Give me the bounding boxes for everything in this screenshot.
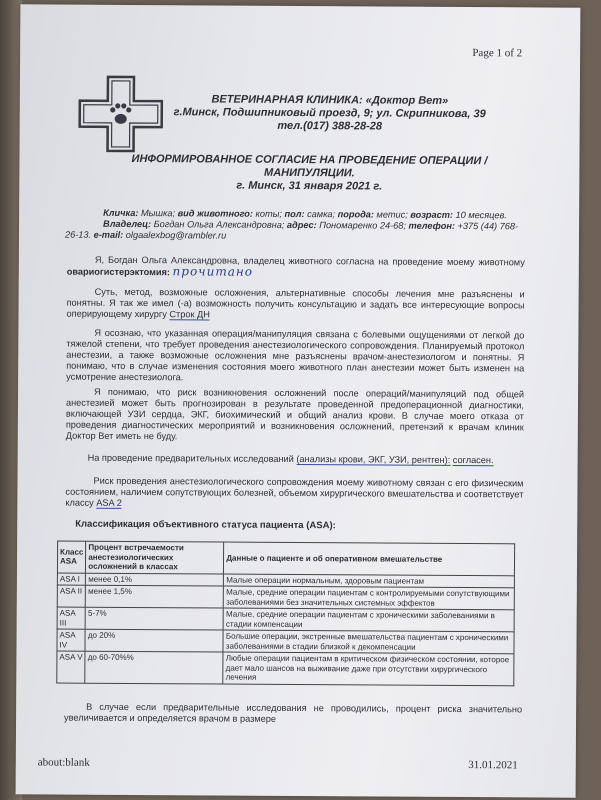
footer-url: about:blank: [37, 756, 90, 769]
table-cell: Малые, средние операции пациентам с хроническими заболеваниями в стадии компенсации: [223, 608, 514, 632]
patient-age: 10 месяцев.: [455, 209, 507, 221]
asa-table: [56, 541, 515, 686]
clinic-phone: тел.(017) 388-28-28: [277, 119, 383, 133]
patient-breed: метис;: [376, 209, 408, 220]
prelim-answer: согласен.: [452, 454, 494, 466]
title-line: МАНИПУЛЯЦИИ.: [264, 166, 355, 180]
tests-list: (анализы крови, ЭКГ, УЗИ, рентген):: [296, 453, 451, 465]
patient-name: Мышка;: [140, 208, 176, 219]
table-cell: ASA II: [57, 585, 85, 607]
label: адрес:: [286, 219, 317, 231]
document-title: [119, 153, 499, 194]
document-page: [16, 4, 581, 797]
paragraph-prelim: [66, 453, 524, 467]
table-cell: Малые, средние операции пациентам с контролируемыми сопутствующими заболеваниями без значительных системных эффектов: [224, 586, 515, 610]
table-cell: 5-7%: [85, 607, 223, 630]
table-cell: Малые операции нормальным, здоровым пациентам: [224, 574, 515, 588]
paragraph-text: Суть, метод, возможные осложнения, альтернативные способы лечения мне разъяснены и понятны. Я так же имел (-а) возможность получить консультацию и задать все интересующие вопросы оперирующему хирургу: [66, 286, 525, 320]
header-cell: Процент встречаемости анестезиологических осложнений в классах: [86, 541, 224, 573]
patient-sex: самка;: [307, 209, 336, 220]
table-cell: до 20%: [85, 629, 223, 652]
table-cell: Любые операции пациентам в критическом физическом состоянии, которое дает мало шансов на выживание даже при отсутствии хирургического лечения: [223, 652, 514, 685]
owner-phone-cont: 26-13.: [64, 229, 92, 240]
paragraph-last: В случае если предварительные исследования не проводились, процент риска значительно увеличивается и определяется врачом в размере: [64, 701, 523, 724]
clinic-logo: [78, 75, 164, 154]
table-cell: ASA IV: [57, 629, 85, 651]
label: Кличка:: [103, 207, 139, 219]
title-date: г. Минск, 31 января 2021 г.: [236, 179, 383, 193]
table-row: [57, 651, 514, 685]
consent-intro: [67, 255, 525, 281]
table-cell: ASA V: [57, 651, 86, 683]
label: порода:: [337, 209, 375, 220]
owner-phone: +375 (44) 768-: [457, 220, 519, 232]
paragraph-risk: Я понимаю, что риск возникновения осложнений после операций/манипуляций под общей анестезией может быть прогнозирован в результате проведенной предоперационной диагностики, включающей УЗИ сердца, ЭКГ, биохимический и общий анализ крови. В случае моего отказа от проведения диагностических мероприятий и возникновения осложнений, претензий к врачам клиник Доктор Вет иметь не буду.: [65, 386, 525, 442]
paragraph-text: На проведение предварительных исследований: [87, 452, 294, 464]
label: пол:: [284, 208, 305, 220]
surgeon-name: Строк ДН: [169, 309, 210, 320]
paragraph-pain: Я осознаю, что указанная операция/манипуляция связана с болевыми ощущениями от легкой до тяжелой степени, что требует проведения анестезиологического сопровождения. Планируемый протокол анестезии, а также возможные осложнения мне разъяснены врачом-анестезиологом и понятны. Я понимаю, что в случае изменения состояния моего животного план анестезии может быть изменен на усмотрение анестезиолога.: [66, 327, 525, 383]
table-row: [57, 585, 514, 610]
paragraph-text: Риск проведения анестезиологического сопровождения моему животному связан с его физическим состоянием, наличием сопутствующих болезней, объемом хирургического вмешательства и соответствует классу: [65, 475, 524, 508]
label: возраст:: [410, 209, 454, 220]
asa-class: ASA 2: [96, 497, 122, 508]
asa-heading: Классификация объективного статуса пациента (ASA):: [75, 518, 336, 532]
patient-species: коты;: [255, 208, 283, 219]
header-cell: Класс ASA: [57, 541, 86, 573]
clinic-header: [170, 93, 490, 134]
table-header-row: [57, 541, 514, 575]
owner-address: Пономаренко 24-68;: [319, 220, 407, 231]
label: e-mail:: [93, 229, 124, 240]
owner-name: Богдан Ольга Александровна;: [153, 219, 285, 230]
table-cell: Большие операции, экстренные вмешательства пациентам с хроническими заболеваниями в стадии близкой к декомпенсации: [223, 630, 514, 654]
footer-date: 31.01.2021: [468, 759, 518, 772]
label: вид животного:: [177, 208, 254, 219]
table-cell: менее 0,1%: [86, 573, 224, 586]
patient-info: [65, 208, 525, 244]
title-line: ИНФОРМИРОВАННОЕ СОГЛАСИЕ НА ПРОВЕДЕНИЕ ОПЕРАЦИИ /: [131, 152, 488, 168]
label: телефон:: [408, 220, 456, 231]
consent-text: Я, Богдан Ольга Александровна, владелец животного согласна на проведение моему животному: [94, 254, 525, 268]
table-row: [57, 607, 514, 632]
clinic-name: ВЕТЕРИНАРНАЯ КЛИНИКА: «Доктор Вет»: [211, 93, 449, 107]
table-cell: ASA I: [57, 573, 85, 586]
clinic-address: г.Минск, Подшипниковый проезд, 9; ул. Скрипникова, 39: [173, 106, 486, 121]
page-number: Page 1 of 2: [472, 47, 523, 60]
label: Владелец:: [103, 218, 152, 230]
operation-name: овариогистерэктомия:: [66, 266, 171, 278]
paragraph-methods: [66, 287, 524, 323]
handwritten-note: прочитано: [172, 264, 254, 279]
table-cell: менее 1,5%: [86, 585, 224, 608]
table-cell: до 60-70%%: [85, 651, 223, 683]
header-cell: Данные о пациенте и об оперативном вмешательстве: [224, 542, 515, 575]
table-cell: ASA III: [57, 607, 85, 629]
paragraph-asa: [65, 476, 523, 512]
table-row: [57, 629, 514, 654]
owner-email: olgaalexbog@rambler.ru: [125, 229, 227, 241]
